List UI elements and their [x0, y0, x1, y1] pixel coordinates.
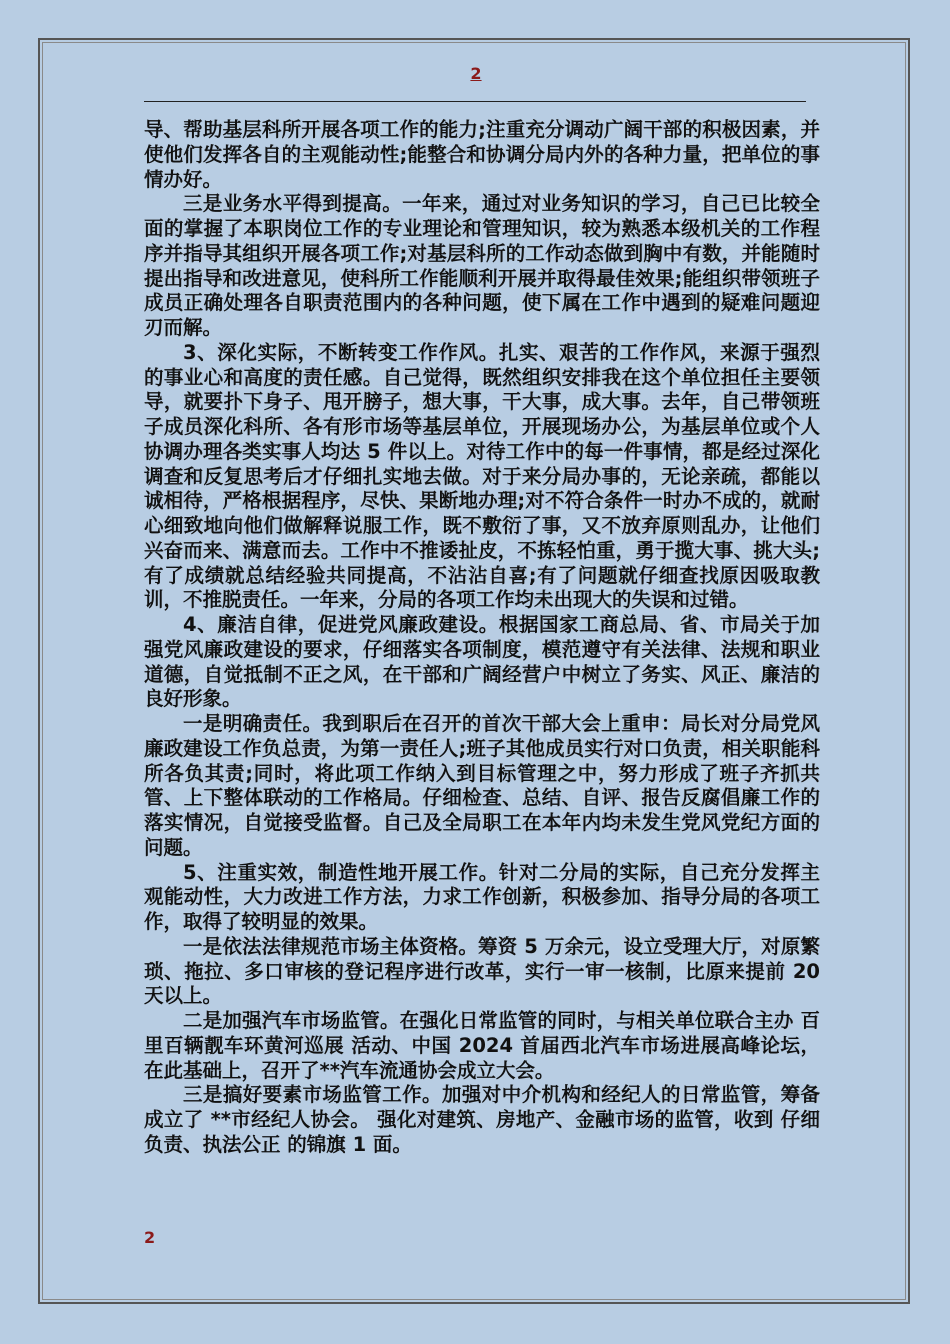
- paragraph: 一是依法法律规范市场主体资格。筹资 5 万余元，设立受理大厅，对原繁琐、拖拉、多口审核的登记程序进行改革，实行一审一核制，比原来提前 20 天以上。: [144, 934, 820, 1008]
- paragraph: 4、廉洁自律，促进党风廉政建设。根据国家工商总局、省、市局关于加强党风廉政建设的要求，仔细落实各项制度，模范遵守有关法律、法规和职业道德，自觉抵制不正之风，在干部和广阔经营户中树立了务实、风正、廉洁的良好形象。: [144, 613, 820, 711]
- paragraph: 3、深化实际，不断转变工作作风。扎实、艰苦的工作作风，来源于强烈的事业心和高度的责任感。自己觉得，既然组织安排我在这个单位担任主要领导，就要扑下身子、甩开膀子，想大事，干大事，成大事。去年，自己带领班子成员深化科所、各有形市场等基层单位，开展现场办公，为基层单位或个人协调办理各类实事人均达 5 件以上。对待工作中的每一件事情，都是经过深化调查和反复思考后才仔细扎实地去做。对于来分局办事的，无论亲疏，都能以诚相待，严格根据程序，尽快、果断地办理;对不符合条件一时办不成的，就耐心细致地向他们做解释说服工作，既不敷衍了事，又不放弃原则乱办，让他们兴奋而来、满意而去。工作中不推诿扯皮，不拣轻怕重，勇于揽大事、挑大头;有了成绩就总结经验共同提高，不沾沾自喜;有了问题就仔细查找原因吸取教训，不推脱责任。一年来，分局的各项工作均未出现大的失误和过错。: [144, 340, 820, 612]
- document-body: [144, 118, 820, 1158]
- paragraph: 三是搞好要素市场监管工作。加强对中介机构和经纪人的日常监管，筹备成立了 **市经纪人协会。 强化对建筑、房地产、金融市场的监管，收到 仔细负责、执法公正 的锦旗 1 面。: [144, 1083, 820, 1156]
- footer-page-number: 2: [144, 1228, 156, 1247]
- header-page-number: 2: [470, 64, 482, 83]
- paragraph: 一是明确责任。我到职后在召开的首次干部大会上重申：局长对分局党风廉政建设工作负总责，为第一责任人;班子其他成员实行对口负责，相关职能科所各负其责;同时，将此项工作纳入到目标管理之中，努力形成了班子齐抓共管、上下整体联动的工作格局。仔细检查、总结、自评、报告反腐倡廉工作的落实情况，自觉接受监督。自己及全局职工在本年内均未发生党风党纪方面的问题。: [144, 712, 820, 859]
- header-divider: [144, 101, 806, 102]
- paragraph: 三是业务水平得到提高。一年来，通过对业务知识的学习，自己已比较全面的掌握了本职岗位工作的专业理论和管理知识，较为熟悉本级机关的工作程序并指导其组织开展各项工作;对基层科所的工作动态做到胸中有数，并能随时提出指导和改进意见，使科所工作能顺利开展并取得最佳效果;能组织带领班子成员正确处理各自职责范围内的各种问题，使下属在工作中遇到的疑难问题迎刃而解。: [144, 192, 820, 339]
- paragraph: 导、帮助基层科所开展各项工作的能力;注重充分调动广阔干部的积极因素，并使他们发挥各自的主观能动性;能整合和协调分局内外的各种力量，把单位的事情办好。: [144, 118, 820, 191]
- paragraph: 5、注重实效，制造性地开展工作。针对二分局的实际，自己充分发挥主观能动性，大力改进工作方法，力求工作创新，积极参加、指导分局的各项工作，取得了较明显的效果。: [144, 860, 820, 933]
- paragraph: 二是加强汽车市场监管。在强化日常监管的同时，与相关单位联合主办 百里百辆靓车环黄河巡展 活动、中国 2024 首届西北汽车市场进展高峰论坛，在此基础上，召开了**汽车流通协会成立大会。: [144, 1009, 820, 1082]
